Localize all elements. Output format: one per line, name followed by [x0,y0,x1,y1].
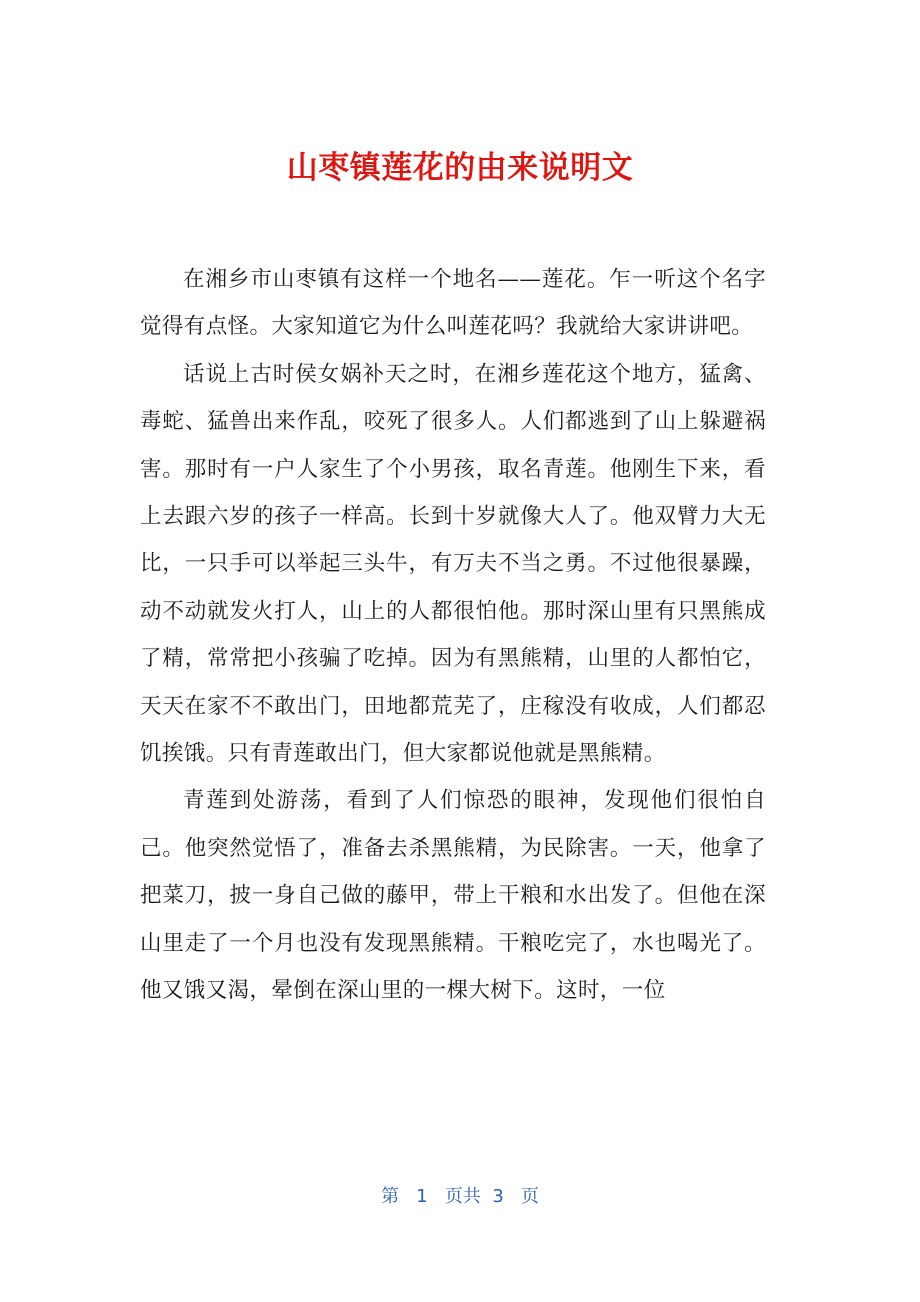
article-body [140,256,766,1015]
article-paragraph: 在湘乡市山枣镇有这样一个地名——莲花。乍一听这个名字觉得有点怪。大家知道它为什么叫莲花吗？我就给大家讲讲吧。 [140,267,766,340]
total-pages-number: 3 [492,1186,504,1207]
page-label-prefix: 第 [381,1186,400,1207]
article-paragraph: 青莲到处游荡，看到了人们惊恐的眼神，发现他们很怕自己。他突然觉悟了，准备去杀黑熊精，为民除害。一天，他拿了把菜刀，披一身自己做的藤甲，带上干粮和水出发了。但他在深山里走了一个月也没有发现黑熊精。干粮吃完了，水也喝光了。他又饿又渴，晕倒在深山里的一棵大树下。这时，一位 [140,788,766,1004]
page-footer [0,1182,920,1212]
article-paragraph: 话说上古时侯女娲补天之时，在湘乡莲花这个地方，猛禽、毒蛇、猛兽出来作乱，咬死了很多人。人们都逃到了山上躲避祸害。那时有一户人家生了个小男孩，取名青莲。他刚生下来，看上去跟六岁的孩子一样高。长到十岁就像大人了。他双臂力大无比，一只手可以举起三头牛，有万夫不当之勇。不过他很暴躁，动不动就发火打人，山上的人都很怕他。那时深山里有只黑熊成了精，常常把小孩骗了吃掉。因为有黑熊精，山里的人都怕它，天天在家不不敢出门，田地都荒芜了，庄稼没有收成，人们都忍饥挨饿。只有青莲敢出门，但大家都说他就是黑熊精。 [140,361,766,767]
page-title: 山枣镇莲花的由来说明文 [286,150,634,186]
current-page-number: 1 [416,1186,428,1207]
page-label-suffix: 页 [520,1186,539,1207]
page-label-middle: 页共 [444,1186,481,1207]
